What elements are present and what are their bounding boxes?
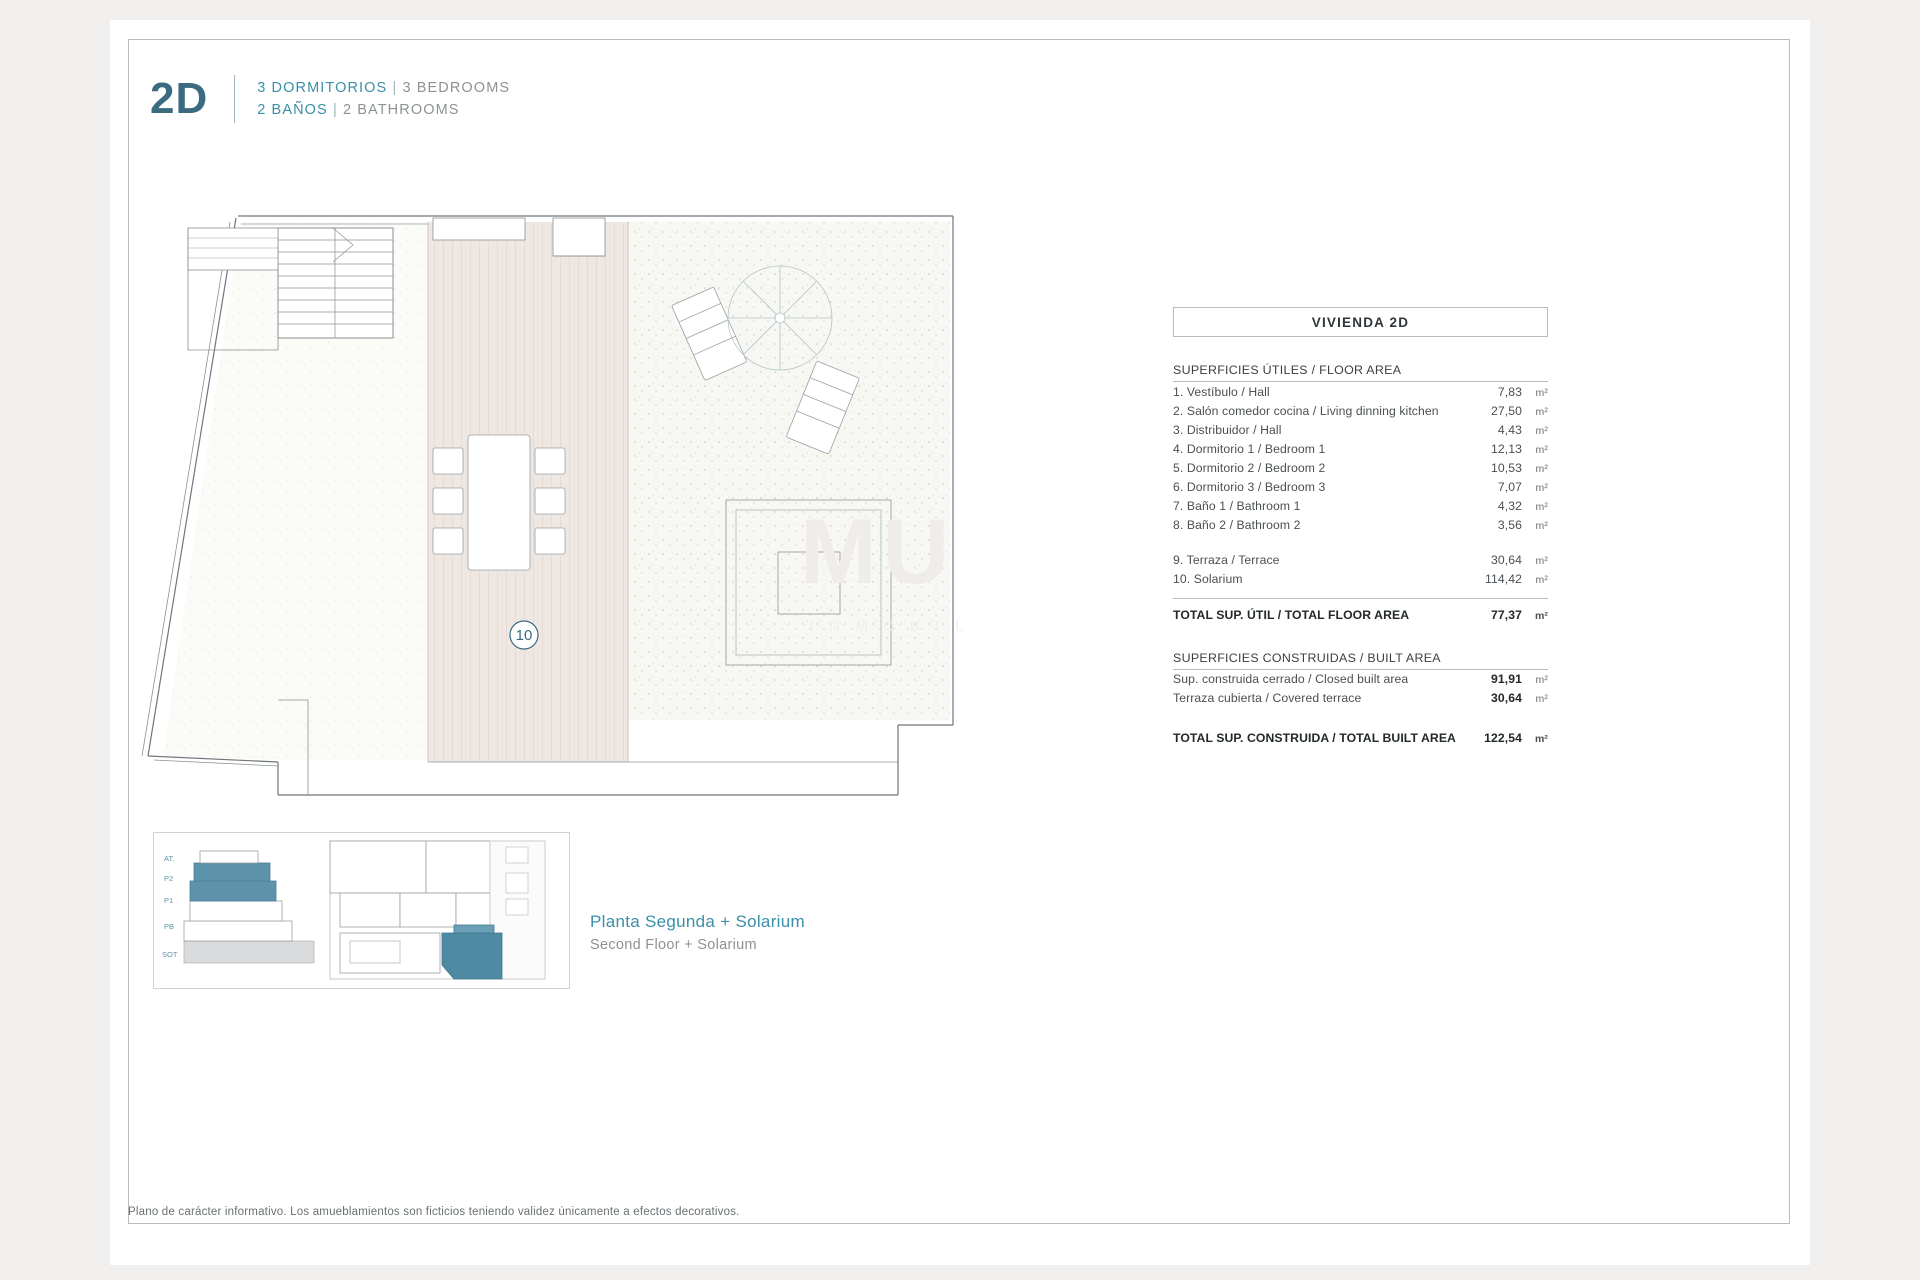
built-area-heading: SUPERFICIES CONSTRUIDAS / BUILT AREA [1173, 651, 1548, 670]
built-unit: m² [1535, 674, 1548, 686]
outdoor-label: 9. Terraza / Terrace [1173, 552, 1280, 567]
table-spacer [1173, 708, 1548, 717]
room-unit: m² [1535, 462, 1548, 475]
outdoor-unit: m² [1535, 573, 1548, 586]
floor-plan-drawing [128, 200, 1163, 825]
table-row [1173, 401, 1548, 420]
room-unit: m² [1535, 424, 1548, 437]
total-built-area-row [1173, 717, 1548, 748]
key-plan [153, 832, 570, 989]
room-value: 4,32 [1497, 498, 1522, 513]
bathrooms-line [257, 99, 510, 121]
plan-sheet [110, 20, 1810, 1265]
building-section-diagram [184, 851, 314, 963]
table-row [1173, 670, 1548, 689]
table-row [1173, 420, 1548, 439]
table-row [1173, 382, 1548, 401]
table-row [1173, 569, 1548, 588]
room-unit: m² [1535, 500, 1548, 513]
total-built-area-unit: m² [1534, 732, 1548, 745]
room-label: 7. Baño 1 / Bathroom 1 [1173, 498, 1301, 513]
bedrooms-line [257, 77, 510, 99]
bedrooms-label-es: 3 DORMITORIOS [257, 79, 388, 96]
room-value: 10,53 [1491, 460, 1522, 475]
area-table [1173, 307, 1548, 747]
room-value: 7,07 [1497, 479, 1522, 494]
table-row [1173, 515, 1548, 534]
room-unit: m² [1535, 405, 1548, 418]
table-row [1173, 439, 1548, 458]
level-label-at: AT. [164, 854, 175, 863]
plan-caption-es: Planta Segunda + Solarium [590, 912, 805, 931]
room-label: 3. Distribuidor / Hall [1173, 422, 1282, 437]
watermark-subtext: I N M O B I L [810, 618, 969, 634]
room-unit: m² [1535, 481, 1548, 494]
table-row [1173, 458, 1548, 477]
outdoor-label: 10. Solarium [1173, 571, 1243, 586]
bathrooms-separator: | [332, 102, 338, 118]
total-floor-area-label: TOTAL SUP. ÚTIL / TOTAL FLOOR AREA [1173, 608, 1410, 622]
room-value: 4,43 [1497, 422, 1522, 437]
solarium-area [628, 222, 950, 720]
header-text-block [257, 77, 510, 122]
bathrooms-label-en: 2 BATHROOMS [342, 102, 460, 118]
room-label: 4. Dormitorio 1 / Bedroom 1 [1173, 441, 1326, 456]
bedrooms-label-en: 3 BEDROOMS [402, 79, 511, 96]
room-label: 2. Salón comedor cocina / Living dinning kitchen [1173, 403, 1439, 418]
room-marker-10 [510, 621, 538, 649]
plan-header [150, 75, 510, 123]
room-marker-label: 10 [515, 627, 533, 644]
bedrooms-separator: | [392, 79, 398, 96]
built-value: 30,64 [1491, 691, 1522, 705]
built-label: Terraza cubierta / Covered terrace [1173, 691, 1362, 705]
level-label-p1: P1 [164, 896, 174, 905]
area-table-title: VIVIENDA 2D [1173, 307, 1548, 337]
level-label-sot: SOT [162, 950, 178, 959]
room-unit: m² [1535, 519, 1548, 532]
table-row [1173, 477, 1548, 496]
room-value: 3,56 [1497, 517, 1522, 532]
outdoor-unit: m² [1535, 554, 1548, 567]
table-row [1173, 496, 1548, 515]
dining-set [433, 435, 565, 570]
level-label-p2: P2 [164, 874, 174, 883]
plan-caption [590, 910, 805, 956]
room-label: 8. Baño 2 / Bathroom 2 [1173, 517, 1301, 532]
site-plan-diagram [330, 841, 545, 979]
built-unit: m² [1535, 693, 1548, 705]
unit-code: 2D [150, 74, 209, 123]
total-floor-area-value: 77,37 [1491, 608, 1522, 622]
total-built-area-label: TOTAL SUP. CONSTRUIDA / TOTAL BUILT AREA [1173, 730, 1456, 745]
room-label: 1. Vestíbulo / Hall [1173, 384, 1270, 399]
built-value: 91,91 [1491, 672, 1522, 686]
room-label: 5. Dormitorio 2 / Bedroom 2 [1173, 460, 1326, 475]
floor-area-heading: SUPERFICIES ÚTILES / FLOOR AREA [1173, 363, 1548, 382]
room-label: 6. Dormitorio 3 / Bedroom 3 [1173, 479, 1326, 494]
room-value: 27,50 [1491, 403, 1522, 418]
bathrooms-label-es: 2 BAÑOS [257, 102, 328, 118]
total-floor-area-row [1173, 598, 1548, 625]
outdoor-value: 30,64 [1491, 552, 1522, 567]
outdoor-value: 114,42 [1485, 571, 1522, 586]
room-unit: m² [1535, 443, 1548, 456]
key-plan-level-labels [162, 854, 178, 959]
room-unit: m² [1535, 386, 1548, 399]
built-label: Sup. construida cerrado / Closed built area [1173, 672, 1409, 686]
watermark-logo: MU [800, 501, 956, 603]
room-value: 7,83 [1497, 384, 1522, 399]
total-built-area-value: 122,54 [1484, 730, 1522, 745]
table-spacer [1173, 534, 1548, 550]
table-row [1173, 689, 1548, 708]
room-value: 12,13 [1491, 441, 1522, 456]
table-row [1173, 550, 1548, 569]
header-divider [234, 75, 235, 123]
plan-caption-en: Second Floor + Solarium [590, 936, 757, 953]
total-floor-area-unit: m² [1534, 610, 1548, 622]
disclaimer-text: Plano de carácter informativo. Los amueblamientos son ficticios teniendo validez únicamente a efectos decorativos. [128, 1206, 740, 1218]
parasol-icon [728, 266, 832, 370]
level-label-pb: PB [164, 922, 175, 931]
